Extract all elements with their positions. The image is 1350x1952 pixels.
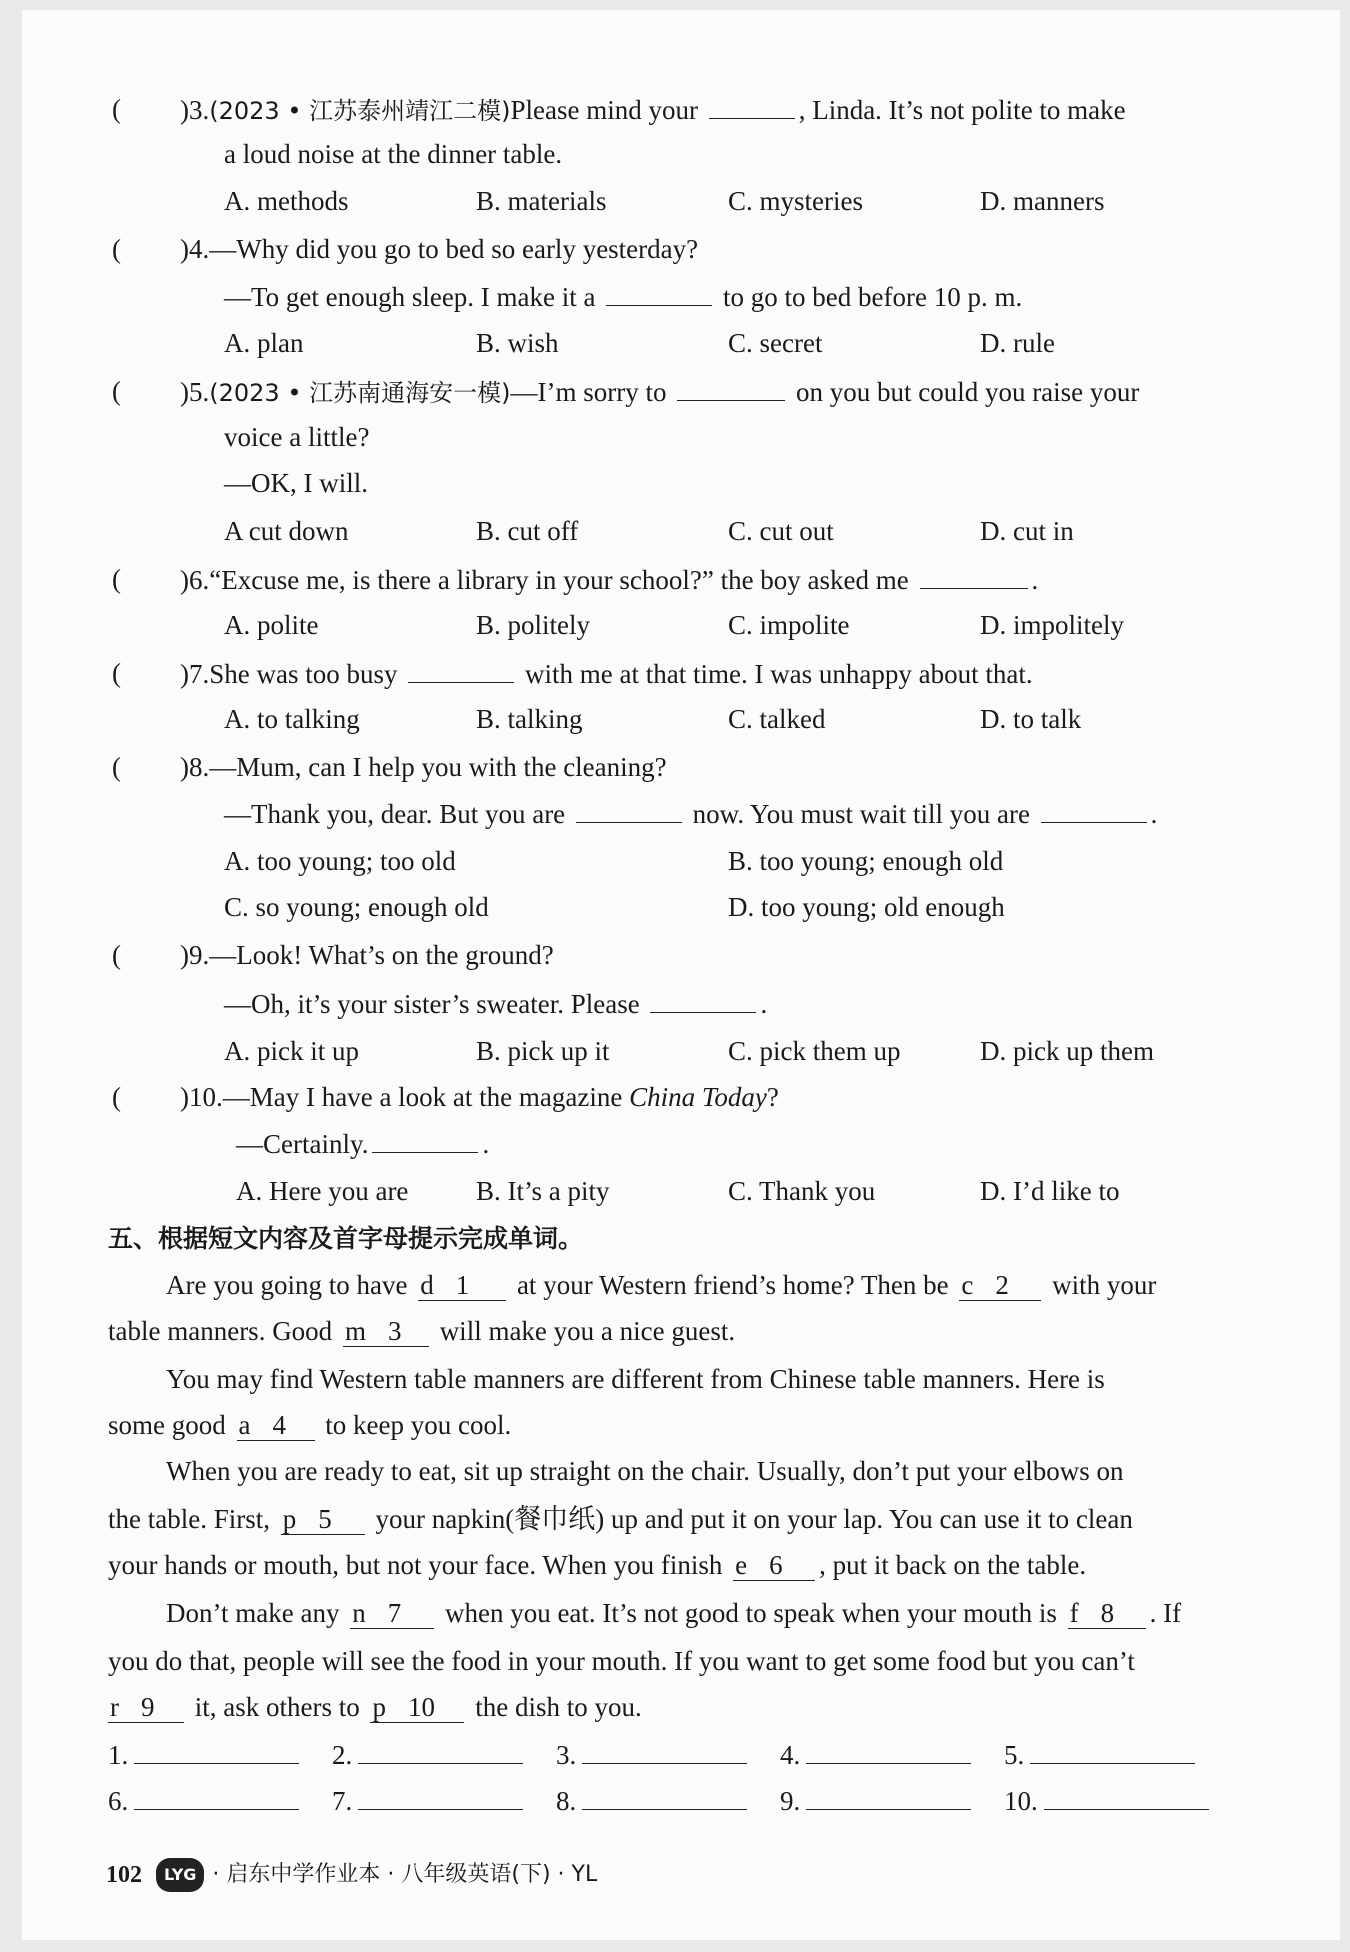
passage-text: Are you going to have [166, 1270, 408, 1300]
q4-line1 [180, 232, 698, 266]
q9-number: )9. [180, 940, 210, 970]
q10-line1-b: ? [766, 1082, 779, 1112]
q6-blank [920, 562, 1028, 589]
passage-p3-line1: When you are ready to eat, sit up straight on the chair. Usually, don’t put your elbows on [166, 1456, 1124, 1486]
blank-number: 6 [769, 1550, 783, 1580]
q8-option-d: D. too young; old enough [728, 892, 1005, 922]
blank-letter: r [110, 1692, 119, 1722]
q3-option-a: A. methods [224, 186, 349, 216]
answer-label: 5. [1004, 1740, 1025, 1770]
blank-number: 2 [995, 1270, 1009, 1300]
fill-blank-8 [1068, 1598, 1146, 1629]
answer-label: 6. [108, 1786, 129, 1816]
q3-paren: ( [112, 94, 121, 124]
blank-number: 10 [407, 1692, 435, 1722]
passage-text: when you eat. It’s not good to speak when your mouth is [444, 1598, 1057, 1628]
blank-number: 9 [141, 1692, 155, 1722]
q4-option-b: B. wish [476, 328, 559, 358]
q3-option-c: C. mysteries [728, 186, 863, 216]
passage-text: your napkin(餐巾纸) up and put it on your lap. You can use it to clean [375, 1504, 1133, 1534]
answer-item-6 [108, 1784, 299, 1818]
q9-option-a: A. pick it up [224, 1036, 359, 1066]
answer-label: 1. [108, 1740, 129, 1770]
q5-blank [677, 374, 785, 401]
q8-option-c: C. so young; enough old [224, 892, 489, 922]
passage-text: . If [1149, 1598, 1182, 1628]
blank-letter: a [238, 1410, 251, 1440]
fill-blank-2 [959, 1270, 1041, 1301]
q6-option-a: A. polite [224, 610, 319, 640]
answer-item-7 [332, 1784, 523, 1818]
fill-blank-1 [418, 1270, 506, 1301]
q8-line2 [224, 796, 1157, 831]
q10-option-c: C. Thank you [728, 1176, 876, 1206]
page-number: 102 [106, 1862, 142, 1888]
q9-line1 [180, 938, 554, 972]
passage-text: some good [108, 1410, 226, 1440]
q9-blank [650, 986, 756, 1013]
q9-option-c: C. pick them up [728, 1036, 901, 1066]
q5-option-d: D. cut in [980, 516, 1074, 546]
q6-stem [180, 562, 1038, 597]
q5-stem [180, 374, 1139, 410]
passage-text: , put it back on the table. [819, 1550, 1087, 1580]
section5-heading: 五、根据短文内容及首字母提示完成单词。 [108, 1224, 584, 1253]
page-footer [106, 1858, 597, 1892]
q7-blank [408, 656, 514, 683]
q8-option-a: A. too young; too old [224, 846, 456, 876]
passage-text: with your [1052, 1270, 1157, 1300]
passage-p4-line3 [108, 1690, 642, 1724]
answer-item-4 [780, 1738, 971, 1772]
q7-option-b: B. talking [476, 704, 583, 734]
blank-number: 5 [318, 1504, 332, 1534]
q10-option-a: A. Here you are [236, 1176, 409, 1206]
q10-option-d: D. I’d like to [980, 1176, 1120, 1206]
q9-paren: ( [112, 940, 121, 970]
answer-line [134, 1739, 299, 1764]
q5-number: )5. [180, 377, 210, 407]
answer-line [582, 1739, 747, 1764]
answer-item-5 [1004, 1738, 1195, 1772]
q10-line2-b: . [482, 1129, 490, 1159]
answer-line [358, 1785, 523, 1810]
q5-source: (2023 • 江苏南通海安一模) [209, 379, 511, 407]
q3-number: )3. [180, 95, 210, 125]
q10-paren: ( [112, 1082, 121, 1112]
fill-blank-5 [281, 1504, 365, 1535]
q7-paren: ( [112, 658, 121, 688]
q10-number: )10. [180, 1082, 223, 1112]
q8-line2-b: now. You must wait till you are [692, 799, 1030, 829]
q7-number: )7. [180, 659, 210, 689]
q10-line1 [180, 1080, 779, 1114]
q4-line2-b: to go to bed before 10 p. m. [723, 282, 1023, 312]
blank-number: 7 [387, 1598, 402, 1628]
answer-item-3 [556, 1738, 747, 1772]
passage-text: table manners. Good [108, 1316, 333, 1346]
q5-option-c: C. cut out [728, 516, 834, 546]
q8-option-b: B. too young; enough old [728, 846, 1004, 876]
answer-label: 7. [332, 1786, 353, 1816]
q6-number: )6. [180, 565, 210, 595]
passage-p2-line1: You may find Western table manners are different from Chinese table manners. Here is [166, 1364, 1105, 1394]
answer-item-8 [556, 1784, 747, 1818]
blank-letter: c [961, 1270, 974, 1300]
q6-option-d: D. impolitely [980, 610, 1124, 640]
answer-line [806, 1739, 971, 1764]
fill-blank-9 [108, 1692, 184, 1723]
q7-option-a: A. to talking [224, 704, 360, 734]
q7-text-b: with me at that time. I was unhappy about that. [525, 659, 1033, 689]
q9-question: —Look! What’s on the ground? [209, 940, 554, 970]
answer-item-2 [332, 1738, 523, 1772]
passage-text: your hands or mouth, but not your face. When you finish [108, 1550, 723, 1580]
passage-p3-line3 [108, 1548, 1086, 1582]
answer-line [806, 1785, 971, 1810]
q5-paren: ( [112, 376, 121, 406]
q8-number: )8. [180, 752, 210, 782]
blank-number: 3 [387, 1316, 402, 1346]
q6-option-c: C. impolite [728, 610, 850, 640]
answer-label: 4. [780, 1740, 801, 1770]
q6-text-a: “Excuse me, is there a library in your school?” the boy asked me [209, 565, 909, 595]
q8-line2-a: —Thank you, dear. But you are [224, 799, 566, 829]
passage-p1-line1 [166, 1268, 1156, 1302]
q10-option-b: B. It’s a pity [476, 1176, 610, 1206]
q4-blank [606, 279, 712, 306]
q5-option-a: A cut down [224, 516, 349, 546]
answer-label: 10. [1004, 1786, 1038, 1816]
answer-item-10 [1004, 1784, 1209, 1818]
q5-option-b: B. cut off [476, 516, 579, 546]
q6-paren: ( [112, 564, 121, 594]
passage-text: Don’t make any [166, 1598, 340, 1628]
q4-option-d: D. rule [980, 328, 1055, 358]
passage-text: to keep you cool. [325, 1410, 512, 1440]
footer-title: · 启东中学作业本 · 八年级英语(下) · YL [212, 1862, 598, 1887]
q5-reply: —OK, I will. [224, 468, 368, 498]
q4-question: —Why did you go to bed so early yesterday? [209, 234, 699, 264]
passage-text: the table. First, [108, 1504, 270, 1534]
passage-text: it, ask others to [194, 1692, 360, 1722]
q4-line2 [224, 279, 1022, 314]
q9-option-b: B. pick up it [476, 1036, 610, 1066]
q9-option-d: D. pick up them [980, 1036, 1154, 1066]
q4-paren: ( [112, 234, 121, 264]
answer-line [1044, 1785, 1209, 1810]
passage-p4-line1 [166, 1596, 1181, 1630]
q10-magazine-title: China Today [629, 1082, 767, 1112]
q7-stem [180, 656, 1033, 691]
publisher-logo: LYG [156, 1858, 204, 1892]
answer-line [1030, 1739, 1195, 1764]
q10-blank [372, 1126, 478, 1153]
q3-option-d: D. manners [980, 186, 1105, 216]
q10-line1-a: —May I have a look at the magazine [222, 1082, 623, 1112]
q10-line2 [236, 1126, 489, 1161]
q3-text-a: Please mind your [510, 95, 698, 125]
q4-line2-a: —To get enough sleep. I make it a [224, 282, 596, 312]
answer-line [582, 1785, 747, 1810]
passage-p1-line2 [108, 1314, 735, 1348]
q4-option-a: A. plan [224, 328, 304, 358]
blank-letter: p [372, 1692, 386, 1722]
q9-line2-a: —Oh, it’s your sister’s sweater. Please [224, 989, 640, 1019]
q8-line1 [180, 750, 667, 784]
passage-p2-line2 [108, 1408, 511, 1442]
q8-question: —Mum, can I help you with the cleaning? [209, 752, 667, 782]
fill-blank-4 [237, 1410, 315, 1441]
q9-line2 [224, 986, 767, 1021]
passage-text: the dish to you. [475, 1692, 642, 1722]
blank-letter: m [344, 1316, 366, 1346]
q7-text-a: She was too busy [209, 659, 398, 689]
q6-option-b: B. politely [476, 610, 590, 640]
blank-letter: d [420, 1270, 434, 1300]
q3-option-b: B. materials [476, 186, 607, 216]
answer-label: 3. [556, 1740, 577, 1770]
blank-number: 4 [272, 1410, 286, 1440]
answer-line [358, 1739, 523, 1764]
answer-item-9 [780, 1784, 971, 1818]
q3-text-c: a loud noise at the dinner table. [224, 139, 563, 169]
answer-label: 9. [780, 1786, 801, 1816]
fill-blank-10 [370, 1692, 464, 1723]
q4-option-c: C. secret [728, 328, 823, 358]
q3-blank [709, 92, 795, 119]
q7-option-d: D. to talk [980, 704, 1082, 734]
q8-paren: ( [112, 752, 121, 782]
fill-blank-7 [350, 1598, 434, 1629]
blank-number: 1 [455, 1270, 470, 1300]
answer-label: 8. [556, 1786, 577, 1816]
answer-item-1 [108, 1738, 299, 1772]
fill-blank-3 [343, 1316, 429, 1347]
fill-blank-6 [733, 1550, 815, 1581]
passage-p3-line2 [108, 1502, 1133, 1536]
q8-blank-1 [576, 796, 682, 823]
answer-line [134, 1785, 299, 1810]
blank-number: 8 [1100, 1598, 1115, 1628]
blank-letter: p [282, 1504, 297, 1534]
q9-line2-b: . [760, 989, 768, 1019]
passage-p4-line2: you do that, people will see the food in your mouth. If you want to get some food but you can’t [108, 1646, 1135, 1676]
q3-stem [180, 92, 1126, 128]
q5-text-c: voice a little? [224, 422, 370, 452]
q3-source: (2023 • 江苏泰州靖江二模) [209, 97, 511, 125]
passage-text: will make you a nice guest. [439, 1316, 736, 1346]
q8-line2-c: . [1150, 799, 1158, 829]
q3-text-b: , Linda. It’s not polite to make [798, 95, 1126, 125]
passage-text: at your Western friend’s home? Then be [516, 1270, 949, 1300]
q5-text-a: —I’m sorry to [510, 377, 667, 407]
q10-line2-a: —Certainly. [236, 1129, 369, 1159]
q8-blank-2 [1041, 796, 1147, 823]
q7-option-c: C. talked [728, 704, 826, 734]
blank-letter: f [1069, 1598, 1079, 1628]
q5-text-b: on you but could you raise your [795, 377, 1140, 407]
q6-text-b: . [1031, 565, 1039, 595]
q4-number: )4. [180, 234, 210, 264]
answer-label: 2. [332, 1740, 353, 1770]
blank-letter: e [735, 1550, 748, 1580]
blank-letter: n [352, 1598, 366, 1628]
